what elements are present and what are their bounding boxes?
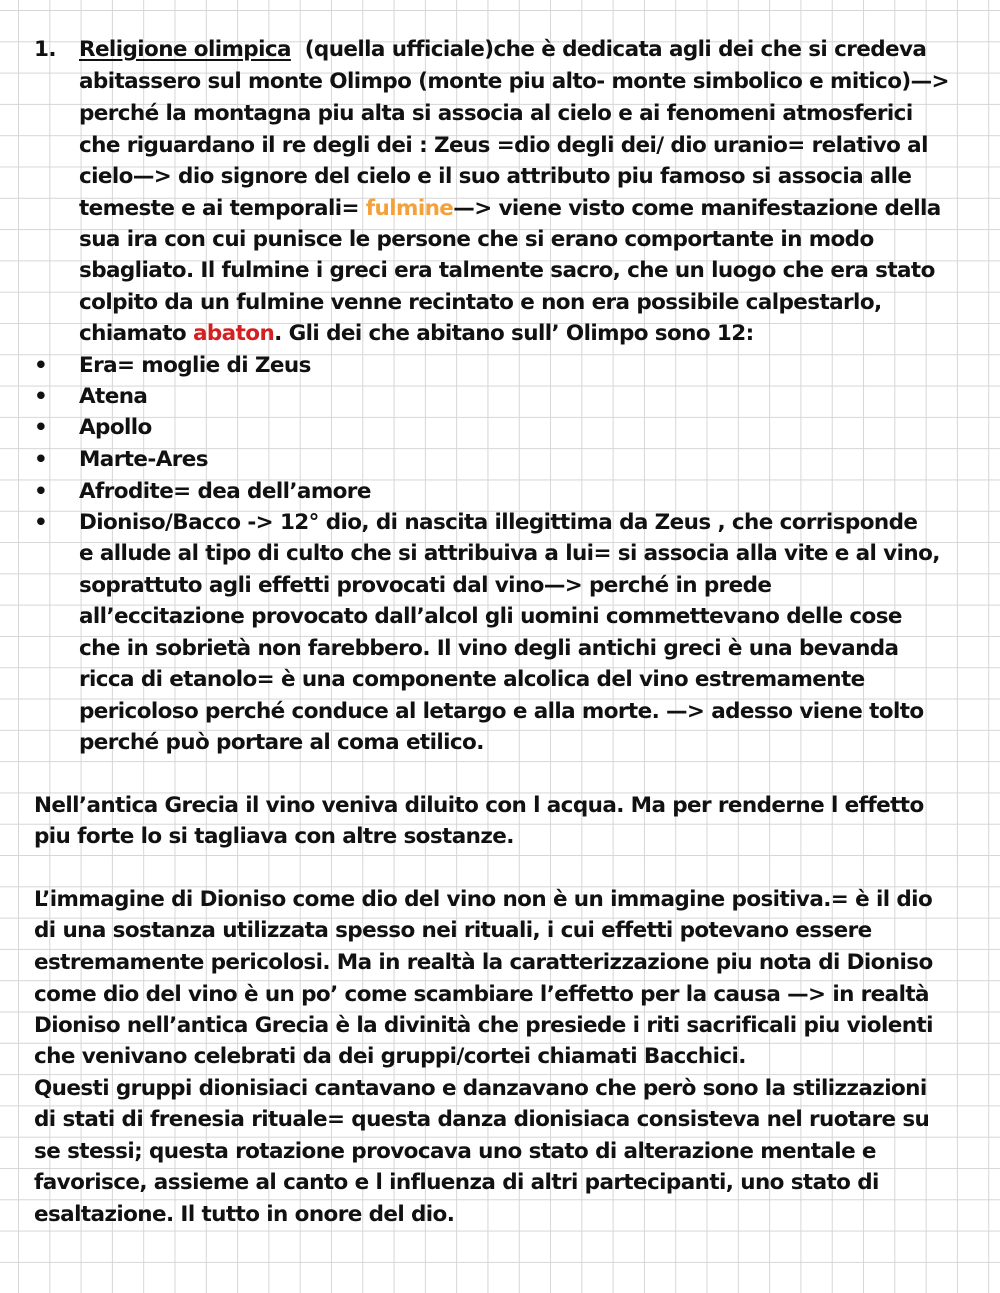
item1-line-6: temeste e ai temporali= fulmine—> viene visto come manifestazione della <box>79 196 941 221</box>
paragraph-line: Dioniso nell’antica Grecia è la divinità che presiede i riti sacrificali piu violenti <box>34 1013 933 1038</box>
dioniso-line: ricca di etanolo= è una componente alcolica del vino estremamente <box>79 667 865 692</box>
paragraph-line: favorisce, assieme al canto e l influenza di altri partecipanti, uno stato di <box>34 1170 879 1195</box>
paragraph-line: di stati di frenesia rituale= questa danza dionisiaca consisteva nel ruotare su <box>34 1107 930 1132</box>
paragraph-line: piu forte lo si tagliava con altre sostanze. <box>34 824 514 849</box>
paragraph-line: come dio del vino è un po’ come scambiare l’effetto per la causa —> in realtà <box>34 982 929 1007</box>
dioniso-line: perché può portare al coma etilico. <box>79 730 484 755</box>
item1-line-9: colpito da un fulmine venne recintato e non era possibile calpestarlo, <box>79 290 882 315</box>
dioniso-line: pericoloso perché conduce al letargo e alla morte. —> adesso viene tolto <box>79 699 924 724</box>
bullet-marker: • <box>34 479 48 504</box>
paragraph-line: L’immagine di Dioniso come dio del vino non è un immagine positiva.= è il dio <box>34 887 933 912</box>
keyword-abaton: abaton <box>192 321 275 346</box>
paragraph-line: estremamente pericolosi. Ma in realtà la caratterizzazione piu nota di Dioniso <box>34 950 933 975</box>
dioniso-line: e allude al tipo di culto che si attribuiva a lui= si associa alla vite e al vino, <box>79 541 940 566</box>
paragraph-line: Questi gruppi dionisiaci cantavano e danzavano che però sono la stilizzazioni <box>34 1076 927 1101</box>
dioniso-line: soprattuto agli effetti provocati dal vino—> perché in prede <box>79 573 772 598</box>
bullet-item: Dioniso/Bacco -> 12° dio, di nascita illegittima da Zeus , che corrisponde <box>79 510 918 535</box>
item1-line-2: abitassero sul monte Olimpo (monte piu alto- monte simbolico e mitico)—> <box>79 69 949 94</box>
item-number: 1. <box>34 37 56 62</box>
dioniso-line: che in sobrietà non farebbero. Il vino degli antichi greci è una bevanda <box>79 636 899 661</box>
bullet-item: Era= moglie di Zeus <box>79 353 311 378</box>
bullet-marker: • <box>34 384 48 409</box>
item1-line-4: che riguardano il re degli dei : Zeus =dio degli dei/ dio uranio= relativo al <box>79 133 928 158</box>
paragraph-line: che venivano celebrati da dei gruppi/cortei chiamati Bacchici. <box>34 1044 746 1069</box>
bullet-marker: • <box>34 415 48 440</box>
bullet-item: Afrodite= dea dell’amore <box>79 479 371 504</box>
item1-line-8: sbagliato. Il fulmine i greci era talmente sacro, che un luogo che era stato <box>79 258 935 283</box>
bullet-item: Apollo <box>79 415 152 440</box>
item1-line-7: sua ira con cui punisce le persone che si erano comportante in modo <box>79 227 874 252</box>
item1-line-10: chiamato abaton. Gli dei che abitano sull’ Olimpo sono 12: <box>79 321 754 346</box>
bullet-marker: • <box>34 510 48 535</box>
item1-line-5: cielo—> dio signore del cielo e il suo attributo piu famoso si associa alle <box>79 164 912 189</box>
paragraph-line: di una sostanza utilizzata spesso nei rituali, i cui effetti potevano essere <box>34 918 872 943</box>
paragraph-line: esaltazione. Il tutto in onore del dio. <box>34 1202 455 1227</box>
bullet-marker: • <box>34 447 48 472</box>
paragraph-line: Nell’antica Grecia il vino veniva diluito con l acqua. Ma per renderne l effetto <box>34 793 924 818</box>
item-title: Religione olimpica <box>79 37 291 62</box>
item1-line-1: Religione olimpica (quella ufficiale)che è dedicata agli dei che si credeva <box>79 37 927 62</box>
bullet-item: Atena <box>79 384 148 409</box>
bullet-marker: • <box>34 353 48 378</box>
paragraph-line: se stessi; questa rotazione provocava uno stato di alterazione mentale e <box>34 1139 876 1164</box>
keyword-fulmine: fulmine <box>365 196 454 221</box>
dioniso-line: all’eccitazione provocato dall’alcol gli uomini commettevano delle cose <box>79 604 902 629</box>
bullet-item: Marte-Ares <box>79 447 208 472</box>
item1-line-3: perché la montagna piu alta si associa al cielo e ai fenomeni atmosferici <box>79 101 913 126</box>
